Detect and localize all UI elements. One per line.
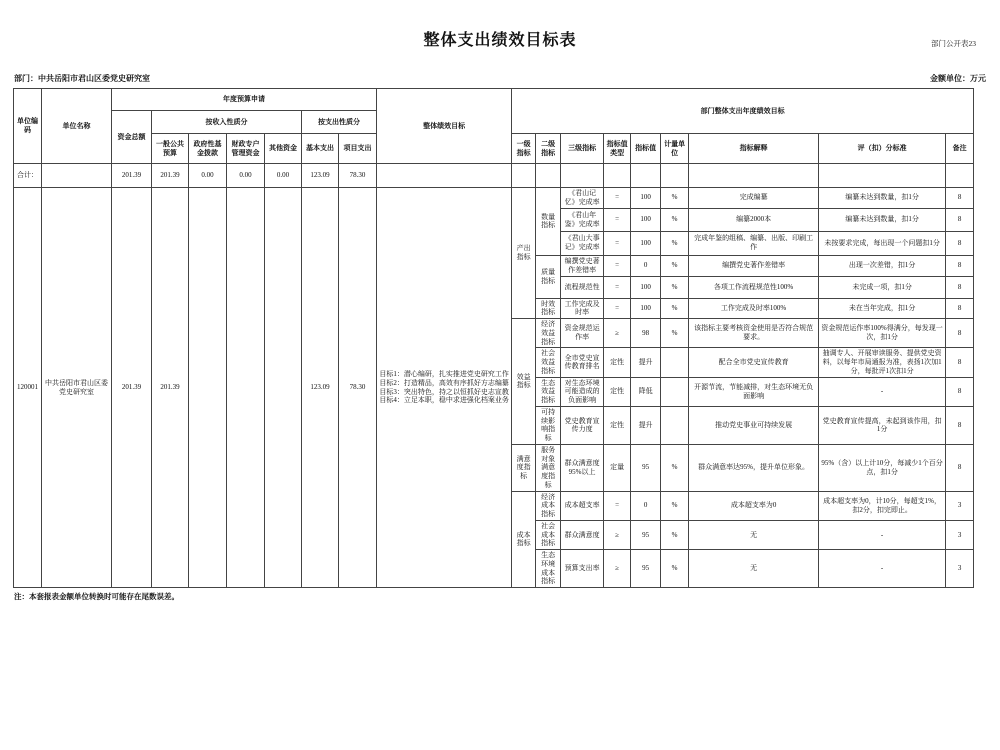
l2-indicator-cell: 可持续影响指标 [536,406,561,444]
col-header-l2: 二级指标 [536,134,561,164]
explain-cell: 无 [689,520,819,549]
unit-code-cell: 120001 [14,188,42,588]
l3-indicator-cell: 流程规范性 [561,276,604,298]
performance-table [13,88,974,588]
l1-indicator-cell: 成本指标 [512,491,536,588]
unit-cell: % [661,550,689,588]
score-cell: 编纂未达到数量，扣1分 [819,188,946,209]
remark-cell: 3 [946,491,974,520]
value-cell: 提升 [631,348,661,377]
score-cell: - [819,377,946,406]
value-type-cell: = [604,188,631,209]
score-cell: - [819,520,946,549]
page-title: 整体支出绩效目标表 [423,32,577,49]
l2-indicator-cell: 服务对象满意度指标 [536,444,561,491]
score-cell: 成本超支率为0，计10分，每超支1%，扣2分，扣完即止。 [819,491,946,520]
unit-cell: % [661,491,689,520]
remark-cell: 8 [946,348,974,377]
total-empty-cell [604,164,631,188]
goal-line: 目标1：潜心编研，扎实推进党史研究工作 [379,370,509,378]
l2-indicator-cell: 经济成本指标 [536,491,561,520]
corner-label: 部门公开表23 [931,39,976,48]
l2-indicator-cell: 质量指标 [536,255,561,298]
remark-cell: 8 [946,231,974,255]
unit-cell: % [661,208,689,231]
total-row [14,164,974,188]
unit-gov-cell [189,188,227,588]
l2-indicator-cell: 生态环境成本指标 [536,550,561,588]
total-label: 合计： [14,164,42,188]
col-header-basic-exp: 基本支出 [302,134,339,164]
unit-cell: % [661,188,689,209]
col-header-other-funds: 其他资金 [265,134,302,164]
remark-cell: 8 [946,298,974,319]
total-gov-value: 0.00 [189,164,227,188]
score-cell: 党史教育宣传提高，未起到该作用，扣1分 [819,406,946,444]
explain-cell: 该指标主要考核资金使用是否符合规范要求。 [689,319,819,348]
goal-line: 目标3：突出特色，持之以恒抓好史志宣教 [379,387,509,396]
explain-cell: 成本超支率为0 [689,491,819,520]
header-row-1 [14,89,974,111]
total-general-value: 201.39 [152,164,189,188]
explain-cell: 完成编纂 [689,188,819,209]
score-cell: 编纂未达到数量，扣1分 [819,208,946,231]
l3-indicator-cell: 党史教育宣传力度 [561,406,604,444]
value-type-cell: = [604,276,631,298]
remark-cell: 8 [946,188,974,209]
unit-cell: % [661,231,689,255]
col-header-gov-fund: 政府性基金拨款 [189,134,227,164]
col-header-l3: 三级指标 [561,134,604,164]
value-type-cell: ≥ [604,550,631,588]
score-cell: 抽调专人、开展审读服务、提供党史资料，以每年市局通报为准，表扬1次加1分，每批评1次扣1分 [819,348,946,377]
col-header-value: 指标值 [631,134,661,164]
amount-unit-label: 金额单位：万元 [930,74,986,83]
l2-indicator-cell: 社会效益指标 [536,348,561,377]
value-cell: 95 [631,520,661,549]
l3-indicator-cell: 全市党史宣传教育排名 [561,348,604,377]
unit-basic-cell: 123.09 [302,188,339,588]
remark-cell: 8 [946,377,974,406]
value-type-cell: ≥ [604,319,631,348]
remark-cell: 8 [946,255,974,276]
col-header-by-income: 按收入性质分 [152,111,302,134]
l3-indicator-cell: 群众满意度95%以上 [561,444,604,491]
col-header-score: 评（扣）分标准 [819,134,946,164]
l1-indicator-cell: 效益指标 [512,319,536,445]
value-cell: 98 [631,319,661,348]
value-type-cell: = [604,491,631,520]
total-empty-cell [689,164,819,188]
l3-indicator-cell: 成本超支率 [561,491,604,520]
unit-other-cell [265,188,302,588]
value-type-cell: ≥ [604,520,631,549]
unit-cell: % [661,520,689,549]
value-cell: 100 [631,276,661,298]
col-header-fiscal-account: 财政专户管理资金 [227,134,265,164]
col-header-remark: 备注 [946,134,974,164]
explain-cell: 编撰党史著作差错率 [689,255,819,276]
score-cell: 95%（含）以上计10分，每减少1个百分点，扣1分 [819,444,946,491]
col-header-unit-code: 单位编码 [14,89,42,164]
overall-goals-cell [377,188,512,588]
col-header-unit: 计量单位 [661,134,689,164]
remark-cell: 8 [946,276,974,298]
unit-cell: % [661,444,689,491]
remark-cell: 8 [946,406,974,444]
score-cell: 资金规范运作率100%得满分，每发现一次，扣1分 [819,319,946,348]
value-type-cell: 定性 [604,348,631,377]
goal-line: 目标4：立足本职，稳中求进强化档案业务 [379,396,509,405]
col-header-by-expenditure: 按支出性质分 [302,111,377,134]
l3-indicator-cell: 工作完成及时率 [561,298,604,319]
explain-cell: 各项工作流程规范性100% [689,276,819,298]
meta-row [14,73,986,84]
total-fiscal-value: 0.00 [227,164,265,188]
l2-indicator-cell: 经济效益指标 [536,319,561,348]
value-cell: 100 [631,188,661,209]
table-row [14,188,974,209]
l2-indicator-cell: 社会成本指标 [536,520,561,549]
l3-indicator-cell: 《君山大事记》完成率 [561,231,604,255]
value-type-cell: 定性 [604,406,631,444]
footnote: 注：本套报表金额单位转换时可能存在尾数误差。 [14,592,179,601]
total-empty-cell [661,164,689,188]
value-cell: 降低 [631,377,661,406]
unit-cell [661,377,689,406]
unit-fiscal-cell [227,188,265,588]
remark-cell: 8 [946,444,974,491]
department-label: 部门：中共岳阳市君山区委党史研究室 [14,74,150,83]
total-other-value: 0.00 [265,164,302,188]
value-type-cell: = [604,231,631,255]
l2-indicator-cell: 生态效益指标 [536,377,561,406]
explain-cell: 无 [689,550,819,588]
unit-general-cell: 201.39 [152,188,189,588]
l1-indicator-cell: 产出指标 [512,188,536,319]
explain-cell: 配合全市党史宣传教育 [689,348,819,377]
col-header-l1: 一级指标 [512,134,536,164]
score-cell: 未在当年完成，扣1分 [819,298,946,319]
total-empty-cell [377,164,512,188]
l3-indicator-cell: 编撰党史著作差错率 [561,255,604,276]
value-cell: 95 [631,550,661,588]
unit-cell: % [661,319,689,348]
l1-indicator-cell: 满意度指标 [512,444,536,491]
col-header-unit-name: 单位名称 [42,89,112,164]
total-empty-cell [561,164,604,188]
total-empty-cell [819,164,946,188]
total-empty-cell [512,164,536,188]
l3-indicator-cell: 对生态环境可能造成的负面影响 [561,377,604,406]
total-empty-cell [946,164,974,188]
l3-indicator-cell: 《君山年鉴》完成率 [561,208,604,231]
explain-cell: 推动党史事业可持续发展 [689,406,819,444]
value-type-cell: = [604,255,631,276]
col-header-explain: 指标解释 [689,134,819,164]
remark-cell: 8 [946,319,974,348]
col-header-value-type: 指标值类型 [604,134,631,164]
value-cell: 100 [631,231,661,255]
value-type-cell: = [604,208,631,231]
total-empty-cell [536,164,561,188]
l3-indicator-cell: 资金规范运作率 [561,319,604,348]
col-header-general-public: 一般公共预算 [152,134,189,164]
total-basic-value: 123.09 [302,164,339,188]
total-project-value: 78.30 [339,164,377,188]
explain-cell: 工作完成及时率100% [689,298,819,319]
total-funds-value: 201.39 [112,164,152,188]
explain-cell: 开源节流，节能减排，对生态环境无负面影响 [689,377,819,406]
col-header-project-exp: 项目支出 [339,134,377,164]
unit-total-cell: 201.39 [112,188,152,588]
goal-line: 目标2：打造精品，高效有序抓好方志编纂 [379,378,509,387]
value-cell: 100 [631,208,661,231]
col-header-overall-target: 整体绩效目标 [377,89,512,164]
remark-cell: 8 [946,208,974,231]
unit-project-cell: 78.30 [339,188,377,588]
value-cell: 95 [631,444,661,491]
score-cell: 出现一次差错，扣1分 [819,255,946,276]
value-type-cell: 定性 [604,377,631,406]
unit-cell [661,406,689,444]
unit-cell: % [661,255,689,276]
col-header-dept-annual-target: 部门整体支出年度绩效目标 [512,89,974,134]
remark-cell: 3 [946,520,974,549]
col-header-annual-budget: 年度预算申请 [112,89,377,111]
l2-indicator-cell: 时效指标 [536,298,561,319]
l3-indicator-cell: 群众满意度 [561,520,604,549]
unit-cell: % [661,276,689,298]
l2-indicator-cell: 数量指标 [536,188,561,256]
value-cell: 0 [631,491,661,520]
value-cell: 提升 [631,406,661,444]
score-cell: - [819,550,946,588]
explain-cell: 完成年鉴的组稿、编纂、出版、印刷工作 [689,231,819,255]
value-cell: 0 [631,255,661,276]
unit-cell [661,348,689,377]
l3-indicator-cell: 《君山记忆》完成率 [561,188,604,209]
value-type-cell: = [604,298,631,319]
total-name-empty [42,164,112,188]
unit-name-cell: 中共岳阳市君山区委党史研究室 [42,188,112,588]
total-empty-cell [631,164,661,188]
unit-cell: % [661,298,689,319]
explain-cell: 群众满意率达95%，提升单位形象。 [689,444,819,491]
explain-cell: 编纂2000本 [689,208,819,231]
l3-indicator-cell: 预算支出率 [561,550,604,588]
score-cell: 未按要求完成，每出现一个问题扣1分 [819,231,946,255]
score-cell: 未完成一项，扣1分 [819,276,946,298]
value-type-cell: 定量 [604,444,631,491]
value-cell: 100 [631,298,661,319]
remark-cell: 3 [946,550,974,588]
col-header-total-funds: 资金总额 [112,111,152,164]
